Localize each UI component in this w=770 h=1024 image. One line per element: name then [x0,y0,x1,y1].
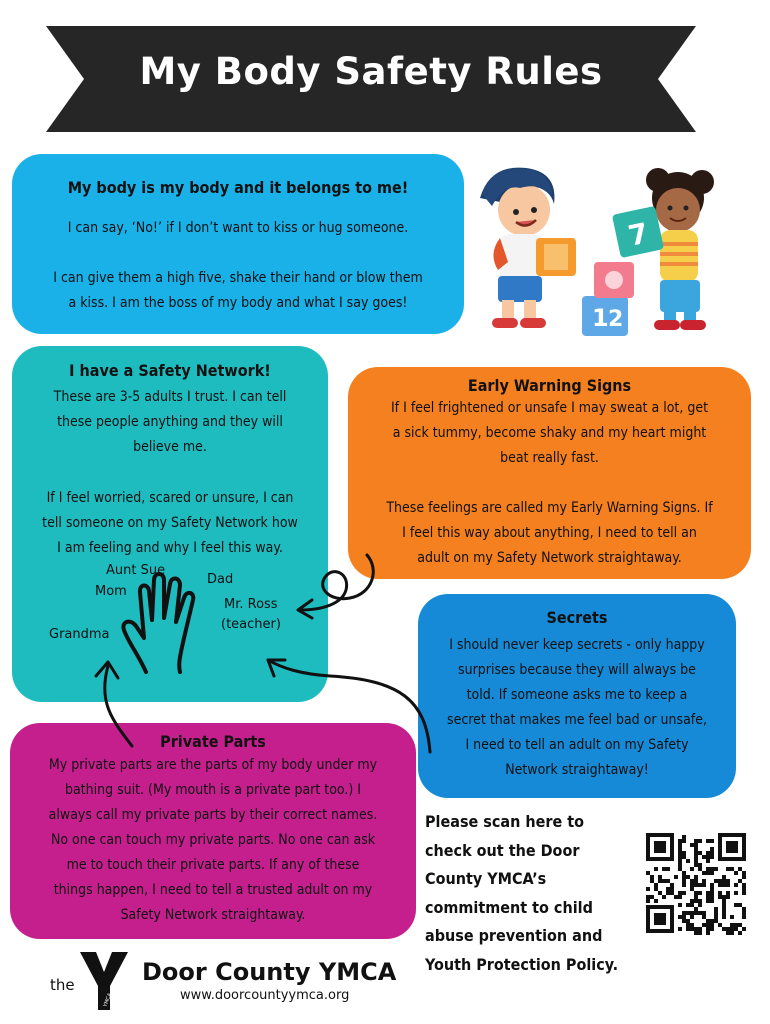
warning-card-line: adult on my Safety Network straightaway. [417,550,682,566]
network-card-line: These are 3-5 adults I trust. I can tell [53,389,287,405]
hand-label-grandma: Grandma [49,627,110,642]
private-card-line: always call my private parts by their correct names. [48,807,378,823]
svg-text:7: 7 [625,216,652,253]
secrets-card-line: I need to tell an adult on my Safety [465,737,689,753]
hand-label-aunt-sue: Aunt Sue [106,563,166,578]
scan-line: commitment to child [425,897,593,917]
secrets-card-line: told. If someone asks me to keep a [466,687,688,703]
toy-block-orange [536,238,576,276]
secrets-card-line: I should never keep secrets - only happy [449,637,705,653]
body-card-line: I can say, ‘No!’ if I don’t want to kiss or hug someone. [67,220,409,236]
network-card-line: I am feeling and why I feel this way. [57,540,283,556]
private-card-line: My private parts are the parts of my body under my [48,757,378,773]
secrets-card-line: Network straightaway! [505,762,649,778]
secrets-card-line: secret that makes me feel bad or unsafe, [447,712,707,728]
network-card-line: tell someone on my Safety Network how [42,515,298,531]
private-card-line: bathing suit. (My mouth is a private part too.) I [64,782,362,798]
body-card-heading: My body is my body and it belongs to me! [67,178,409,197]
warning-card-line: a sick tummy, become shaky and my heart might [392,425,707,441]
private-card-heading: Private Parts [160,732,266,751]
ymca-name: Door County YMCA [142,958,397,986]
body-card-line: a kiss. I am the boss of my body and what I say goes! [68,295,408,311]
warning-card-line: beat really fast. [500,450,599,466]
toy-block-7 [612,206,664,258]
body-card-line: I can give them a high five, shake their hand or blow them [53,270,423,286]
network-card-heading: I have a Safety Network! [69,361,271,380]
network-card-line: believe me. [133,439,207,455]
scan-line: check out the Door [425,840,580,860]
scan-line: Please scan here to [425,812,585,831]
svg-text:YMCA: YMCA [102,992,114,1008]
private-card-line: No one can touch my private parts. No one can ask [50,832,376,848]
hand-label-mom: Mom [95,584,127,599]
warning-card-heading: Early Warning Signs [467,376,632,395]
private-card-line: things happen, I need to tell a trusted adult on my [53,882,373,898]
hand-label-teacher: (teacher) [221,617,281,632]
page-title: My Body Safety Rules [139,50,603,93]
scan-line: Youth Protection Policy. [425,954,619,974]
qr-code[interactable] [646,833,746,938]
network-card-line: If I feel worried, scared or unsure, I can [46,490,294,506]
warning-card-line: I feel this way about anything, I need to tell an [402,525,697,541]
body-belongs-card [12,154,464,334]
scan-line: abuse prevention and [425,926,603,945]
hand-icon [118,568,218,678]
network-card-line: these people anything and they will [57,414,283,430]
svg-text:2: 2 [608,307,624,332]
toy-block-stack [582,262,634,336]
private-card-line: me to touch their private parts. If any of these [66,857,360,873]
ymca-url[interactable]: www.doorcountyymca.org [180,988,350,1003]
kids-illustration [470,158,750,340]
svg-text:1: 1 [592,304,609,332]
svg-text:the: the [50,976,75,994]
secrets-card-heading: Secrets [546,608,608,627]
hand-label-mr-ross: Mr. Ross [224,597,278,612]
warning-card-line: If I feel frightened or unsafe I may sweat a lot, get [390,400,709,416]
scan-line: County YMCA’s [425,869,547,888]
private-parts-card [10,723,416,939]
early-warning-card [348,367,751,579]
ymca-logo [48,946,134,1012]
private-card-line: Safety Network straightaway. [120,907,306,923]
warning-card-line: These feelings are called my Early Warning Signs. If [386,500,713,516]
secrets-card-line: surprises because they will always be [458,662,696,678]
secrets-card [418,594,736,798]
scan-instructions [425,808,665,979]
hand-label-dad: Dad [207,572,234,587]
